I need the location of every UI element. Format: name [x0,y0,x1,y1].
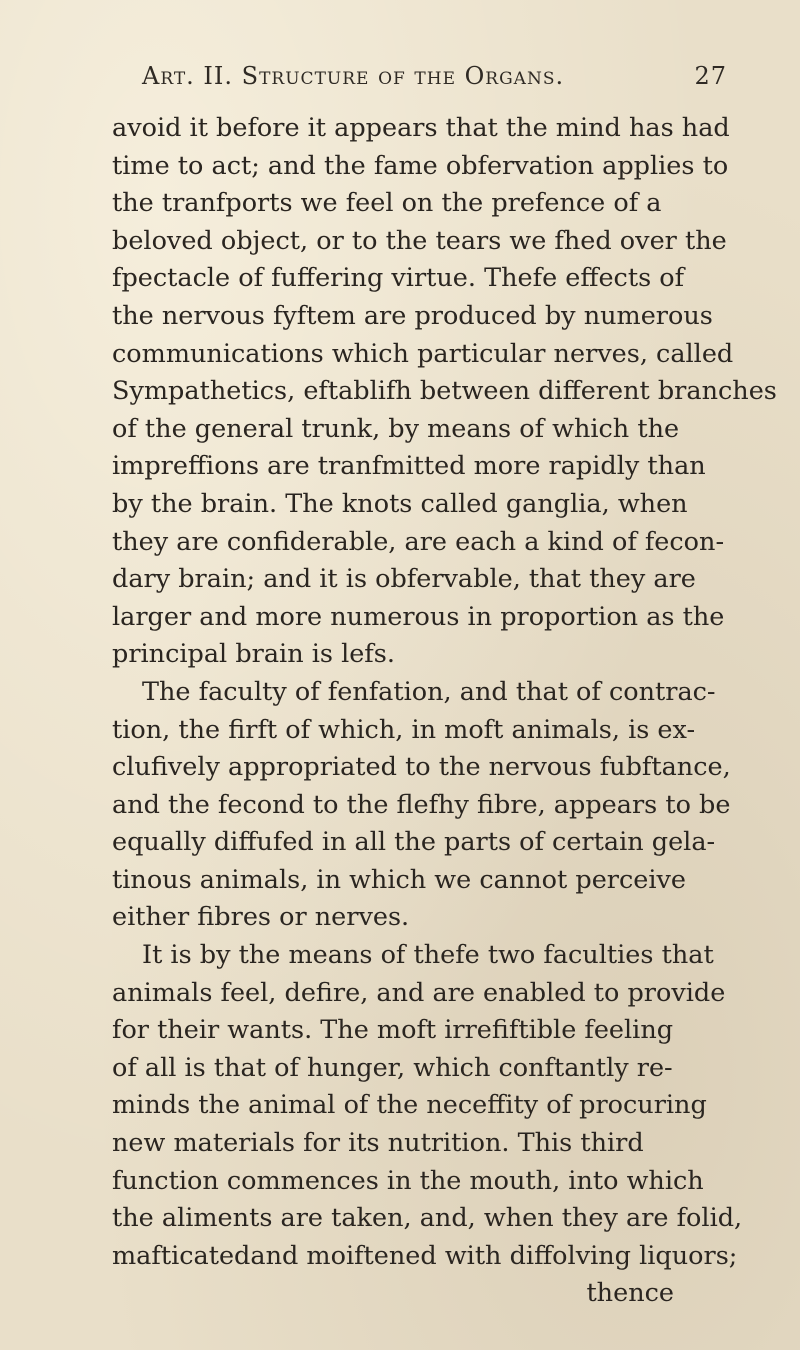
text-line: animals feel, defire, and are enabled to provide [112,977,726,1008]
text-line: Sympathetics, eftablifh between different branches [112,376,777,407]
text-line: impreffions are tranfmitted more rapidly than [112,451,706,482]
text-line: communications which particular nerves, called [112,338,734,369]
text-line: It is by the means of thefe two faculties that [142,940,714,971]
text-line: of all is that of hunger, which conftantly re- [112,1052,673,1083]
text-line: they are confiderable, are each a kind of fecon- [112,526,725,557]
text-line: dary brain; and it is obfervable, that they are [112,564,696,595]
text-line: The faculty of fenfation, and that of contrac- [142,676,716,707]
running-title: Art. II. Structure of the Organs. [142,62,565,90]
text-line: time to act; and the fame obfervation applies to [112,150,729,181]
text-line: principal brain is lefs. [112,639,395,670]
text-line: function commences in the mouth, into which [112,1165,704,1196]
text-line: mafticatedand moiftened with diffolving liquors; [112,1240,738,1271]
text-line: minds the animal of the neceffity of procuring [112,1090,707,1121]
catchword: thence [586,1278,674,1309]
running-head [142,62,727,90]
text-line: tinous animals, in which we cannot perceive [112,864,686,895]
text-line: the nervous fyftem are produced by numerous [112,300,713,331]
text-line: tion, the firft of which, in moft animals, is ex- [112,714,696,745]
page-number: 27 [694,62,727,90]
text-line: the aliments are taken, and, when they are folid, [112,1203,743,1234]
text-line: new materials for its nutrition. This third [112,1128,644,1159]
text-line: either fibres or nerves. [112,902,410,933]
text-line: and the fecond to the flefhy fibre, appears to be [112,789,731,820]
text-line: larger and more numerous in proportion as the [112,601,725,632]
text-line: avoid it before it appears that the mind has had [112,113,730,143]
text-line: of the general trunk, by means of which the [112,413,680,444]
text-line: for their wants. The moft irrefiftible feeling [112,1015,674,1046]
text-line: the tranfports we feel on the prefence of a [112,188,662,219]
body-text [112,110,777,1313]
text-line: beloved object, or to the tears we fhed over the [112,225,727,256]
text-line: clufively appropriated to the nervous fubftance, [112,752,731,783]
text-line: fpectacle of fuffering virtue. Thefe effects of [112,263,685,294]
text-line: by the brain. The knots called ganglia, when [112,488,688,519]
text-line: equally diffufed in all the parts of certain gela- [112,827,716,858]
